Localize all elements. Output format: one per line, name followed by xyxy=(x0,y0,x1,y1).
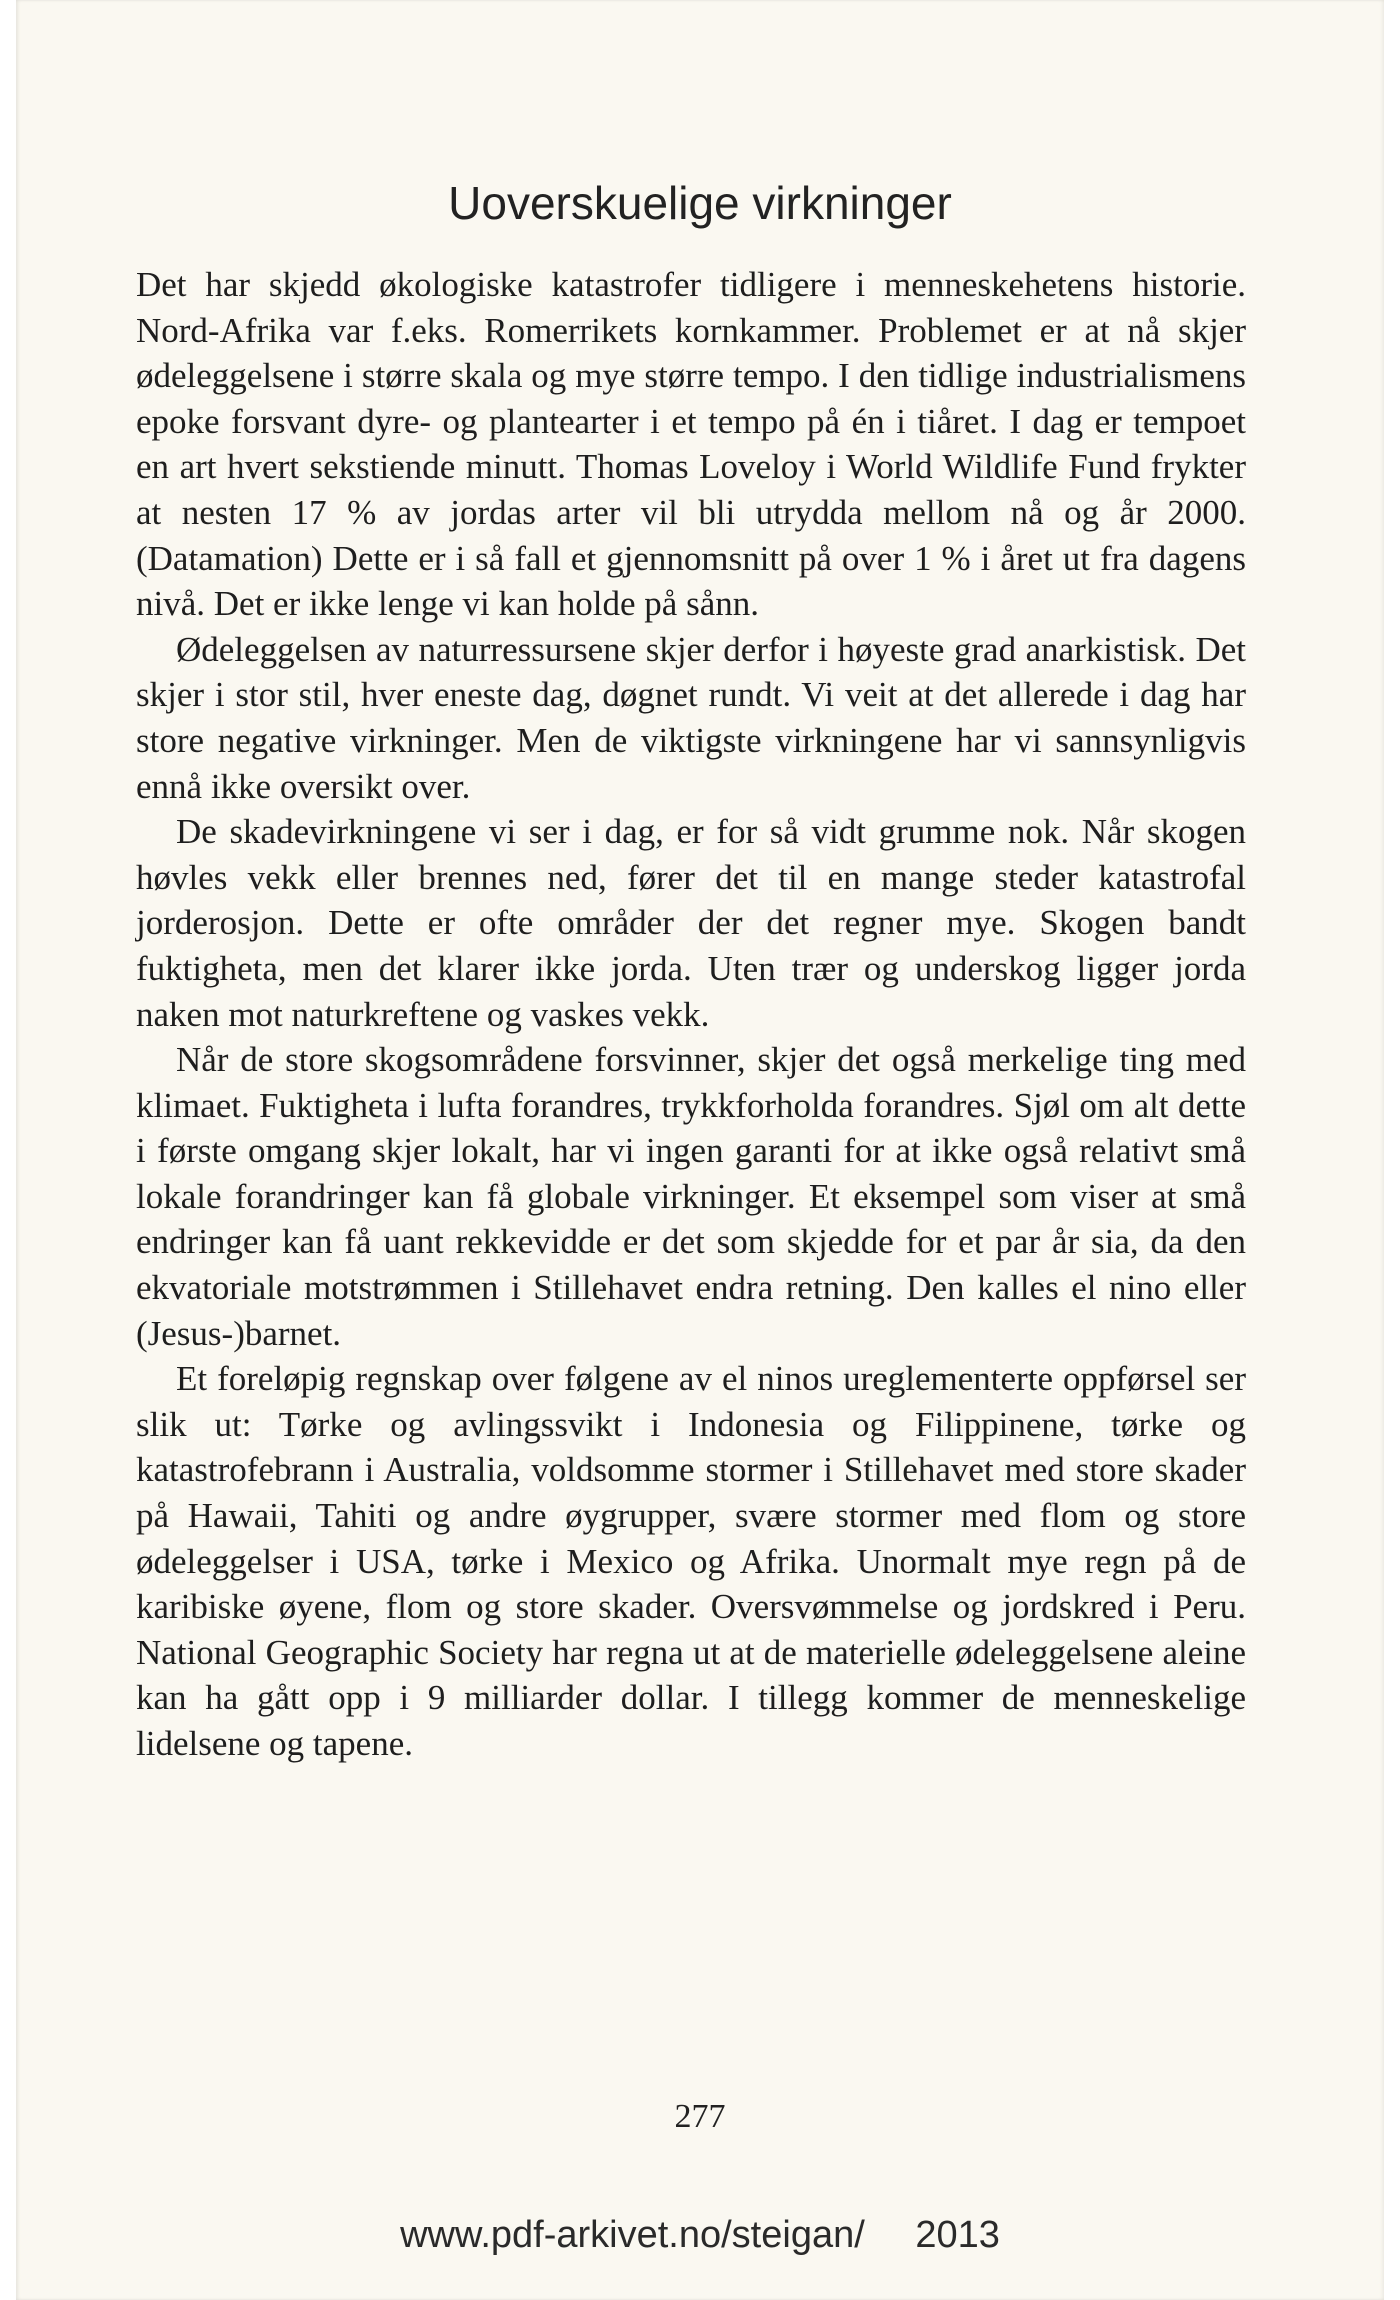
paragraph-1: Det har skjedd økologiske katastrofer tidligere i menneskehetens historie. Nord-Afrika var f.eks. Romerrikets kornkammer. Problemet er at nå skjer ødeleggelsene i større skala og mye større tempo. I den tidlige industrialismens epoke forsvant dyre- og plantearter i et tempo på én i tiåret. I dag er tempoet en art hvert sekstiende minutt. Thomas Loveloy i World Wildlife Fund frykter at nesten 17 % av jordas arter vil bli utrydda mellom nå og år 2000. (Datamation) Dette er i så fall et gjennomsnitt på over 1 % i året ut fra dagens nivå. Det er ikke lenge vi kan holde på sånn. xyxy=(136,265,1246,624)
page-number: 277 xyxy=(674,2098,726,2135)
footer-year: 2013 xyxy=(915,2214,1000,2256)
paragraph-4: Når de store skogsområdene forsvinner, skjer det også merkelige ting med klimaet. Fuktigheta i lufta forandres, trykkforholda forandres. Sjøl om alt dette i første omgang skjer lokalt, har vi ingen garanti for at ikke også relativt små lokale forandringer kan få globale virkninger. Et eksempel som viser at små endringer kan få uant rekkevidde er det som skjedde for et par år sia, da den ekvatoriale motstrømmen i Stillehavet endra retning. Den kalles el nino eller (Jesus-)barnet. xyxy=(136,1040,1246,1353)
footer xyxy=(16,2214,1384,2257)
chapter-title: Uoverskuelige virkninger xyxy=(448,177,952,229)
paragraph-2: Ødeleggelsen av naturressursene skjer derfor i høyeste grad anarkistisk. Det skjer i stor stil, hver eneste dag, døgnet rundt. Vi veit at det allerede i dag har store negative virkninger. Men de viktigste virkningene har vi sannsynligvis ennå ikke oversikt over. xyxy=(136,629,1246,806)
body-text xyxy=(136,262,1246,1767)
footer-url: www.pdf-arkivet.no/steigan/ xyxy=(400,2214,865,2256)
paragraph-5: Et foreløpig regnskap over følgene av el ninos ureglementerte oppførsel ser slik ut: Tørke og avlingssvikt i Indonesia og Filippinene, tørke og katastrofebrann i Australia, voldsomme stormer i Stillehavet med store skader på Hawaii, Tahiti og andre øygrupper, svære stormer med flom og store ødeleggelser i USA, tørke i Mexico og Afrika. Unormalt mye regn på de karibiske øyene, flom og store skader. Oversvømmelse og jordskred i Peru. National Geographic Society har regna ut at de materielle ødeleggelsene aleine kan ha gått opp i 9 milliarder dollar. I tillegg kommer de menneskelige lidelsene og tapene. xyxy=(136,1359,1246,1763)
book-page xyxy=(16,0,1384,2300)
paragraph-3: De skadevirkningene vi ser i dag, er for så vidt grumme nok. Når skogen høvles vekk eller brennes ned, fører det til en mange steder katastrofal jorderosjon. Dette er ofte områder der det regner mye. Skogen bandt fuktigheta, men det klarer ikke jorda. Uten trær og underskog ligger jorda naken mot naturkreftene og vaskes vekk. xyxy=(136,812,1246,1034)
